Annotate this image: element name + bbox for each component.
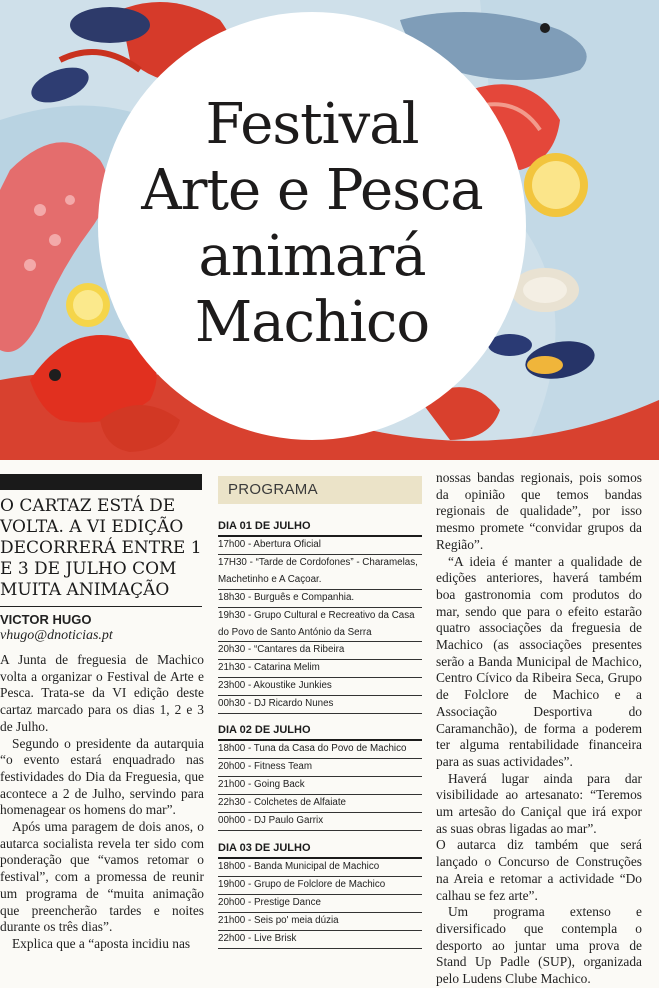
schedule-item: 20h00 - Prestige Dance	[218, 895, 422, 913]
title-line: animará	[198, 224, 426, 289]
schedule-item: 21h30 - Catarina Melim	[218, 660, 422, 678]
paragraph: Explica que a “aposta incidiu nas	[12, 935, 191, 951]
title-line: Festival	[205, 92, 419, 157]
schedule-item: 18h00 - Tuna da Casa do Povo de Machico	[218, 741, 422, 759]
schedule-item: 18h00 - Banda Municipal de Machico	[218, 859, 422, 877]
article-body-right	[436, 470, 642, 988]
schedule-item: 21h00 - Going Back	[218, 777, 422, 795]
paragraph: “A ideia é manter a qualidade de edições anteriores, haverá também boa gastronomia com produtos do mar, sendo que para o efeito estarão quatro associações da freguesia de Machico (as associações presentes serão a Banda Municipal de Machico, Centro Cívico da Ribeira Seca, Grupo de Folclore de Machico e a Associação Desportiva do Caramanchão), de forma a poderem ter alguma rentabilidade financeira para as suas actividades”.	[436, 553, 642, 769]
day-heading: DIA 03 DE JULHO	[218, 842, 311, 854]
schedule-item: 20h00 - Fitness Team	[218, 759, 422, 777]
schedule-item: 00h30 - DJ Ricardo Nunes	[218, 696, 422, 714]
schedule-item: 22h30 - Colchetes de Alfaiate	[218, 795, 422, 813]
paragraph: Um programa extenso e diversificado que contempla o desporto ao juntar uma prova de Stand Up Padle (SUP), organizada pelo Ludens Clube Machico.	[436, 904, 642, 987]
day-heading: DIA 02 DE JULHO	[218, 724, 311, 736]
schedule-item: 17H30 - “Tarde de Cordofones” - Charamelas, Machetinho e A Caçoar.	[218, 555, 422, 590]
paragraph: Haverá lugar ainda para dar visibilidade ao artesanato: “Teremos um artesão do Caniçal que irá expor as suas obras ligadas ao mar”.	[436, 770, 642, 836]
page-title	[100, 92, 524, 356]
hero-illustration	[0, 0, 659, 460]
schedule-item: 23h00 - Akoustike Junkies	[218, 678, 422, 696]
schedule-item: 22h00 - Live Brisk	[218, 931, 422, 949]
programa-title: PROGRAMA	[228, 481, 318, 498]
schedule-list-day2	[218, 741, 422, 831]
schedule-item: 21h00 - Seis po' meia dúzia	[218, 913, 422, 931]
day-heading: DIA 01 DE JULHO	[218, 520, 311, 532]
schedule-item: 17h00 - Abertura Oficial	[218, 537, 422, 555]
title-line: Arte e Pesca	[141, 158, 483, 223]
schedule-list-day3	[218, 859, 422, 949]
author-name: VICTOR HUGO	[0, 612, 92, 627]
schedule-item: 19h30 - Grupo Cultural e Recreativo da Casa do Povo de Santo António da Serra	[218, 608, 422, 643]
subheadline: O CARTAZ ESTÁ DE VOLTA. A VI EDIÇÃO DECORRERÁ ENTRE 1 E 3 DE JULHO COM MUITA ANIMAÇÃO	[0, 496, 202, 600]
article-body-left	[0, 652, 204, 953]
schedule-item: 19h00 - Grupo de Folclore de Machico	[218, 877, 422, 895]
title-line: Machico	[194, 290, 430, 355]
divider	[0, 606, 202, 607]
section-bar	[0, 474, 202, 490]
paragraph: nossas bandas regionais, pois somos da opinião que temos bandas regionais de qualidade”, por isso mesmo promete “convidar grupos da Região”.	[436, 470, 642, 552]
paragraph: A Junta de freguesia de Machico volta a organizar o Festival de Arte e Pesca. Trata-se da VI edição deste cartaz marcado para os dias 1, 2 e 3 de Julho.	[0, 652, 204, 734]
schedule-item: 18h30 - Burguês e Companhia.	[218, 590, 422, 608]
paragraph: Após uma paragem de dois anos, o autarca socialista revela ter sido com ponderação que “vamos retomar o festival”, com a promessa de reunir um programa de “muita animação que preencherão tardes e noites durante os três dias”.	[0, 819, 204, 935]
schedule-list-day1	[218, 537, 422, 714]
author-email-link[interactable]: vhugo@dnoticias.pt	[0, 628, 113, 643]
paragraph: O autarca diz também que será lançado o Concurso de Construções na Areia e retomar a actividade “Do calhau se fez arte”.	[436, 837, 642, 903]
schedule-item: 20h30 - “Cantares da Ribeira	[218, 642, 422, 660]
paragraph: Segundo o presidente da autarquia “o evento estará enquadrado nas festividades do Dia da Freguesia, que acontece a 2 de Julho, servindo para homenagear os homens do mar”.	[0, 735, 204, 818]
programa-header	[218, 476, 422, 504]
schedule-item: 00h00 - DJ Paulo Garrix	[218, 813, 422, 831]
